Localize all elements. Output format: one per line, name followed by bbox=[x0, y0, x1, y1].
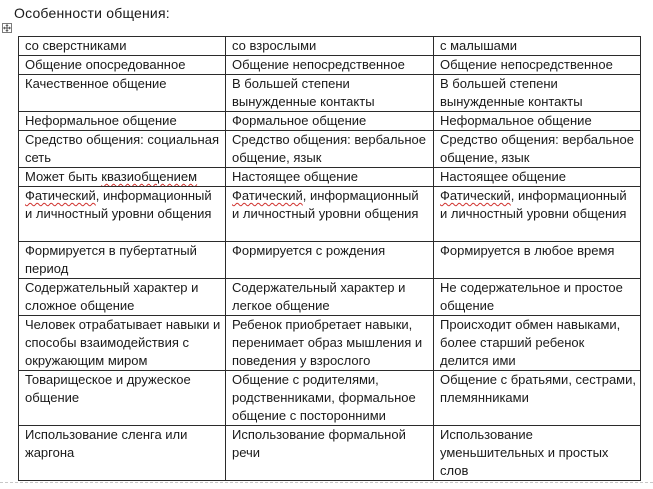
table-cell: Формируется в любое время bbox=[434, 242, 641, 279]
table-row bbox=[19, 131, 641, 168]
table-header-row bbox=[19, 37, 641, 56]
table-row bbox=[19, 279, 641, 316]
table-cell: Не содержательное и простое общение bbox=[434, 279, 641, 316]
table-cell: Человек отрабатывает навыки и способы взаимодействия с окружающим миром bbox=[19, 316, 226, 371]
table-cell: Настоящее общение bbox=[226, 168, 434, 187]
header-cell-adults: со взрослыми bbox=[226, 37, 434, 56]
table-cell: Неформальное общение bbox=[19, 112, 226, 131]
page-boundary-line bbox=[0, 482, 653, 483]
table-cell: Общение опосредованное bbox=[19, 56, 226, 75]
table-cell: Использование сленга или жаргона bbox=[19, 426, 226, 481]
table-cell: Средство общения: вербальное общение, язык bbox=[226, 131, 434, 168]
table-row bbox=[19, 75, 641, 112]
document-heading: Особенности общения: bbox=[14, 5, 170, 21]
table-row bbox=[19, 56, 641, 75]
table-cell: Средство общения: социальная сеть bbox=[19, 131, 226, 168]
table-row bbox=[19, 168, 641, 187]
table-cell: В большей степени вынужденные контакты bbox=[226, 75, 434, 112]
table-cell: Общение с братьями, сестрами, племянниками bbox=[434, 371, 641, 426]
table-row bbox=[19, 112, 641, 131]
table-row bbox=[19, 426, 641, 481]
table-row bbox=[19, 187, 641, 242]
table-cell: Товарищеское и дружеское общение bbox=[19, 371, 226, 426]
table-cell: Качественное общение bbox=[19, 75, 226, 112]
table-cell: В большей степени вынужденные контакты bbox=[434, 75, 641, 112]
header-cell-peers: со сверстниками bbox=[19, 37, 226, 56]
table-cell: Фатический, информационный и личностный уровни общения bbox=[19, 187, 226, 242]
table-cell: Происходит обмен навыками, более старший ребенок делится ими bbox=[434, 316, 641, 371]
table-cell: Формальное общение bbox=[226, 112, 434, 131]
table-cell: Общение непосредственное bbox=[434, 56, 641, 75]
table-cell: Неформальное общение bbox=[434, 112, 641, 131]
table-cell: Может быть квазиобщением bbox=[19, 168, 226, 187]
table-cell: Ребенок приобретает навыки, перенимает образ мышления и поведения у взрослого bbox=[226, 316, 434, 371]
table-cell: Фатический, информационный и личностный уровни общения bbox=[434, 187, 641, 242]
spellcheck-flagged-word: Фатический bbox=[440, 188, 511, 203]
table-cell: Средство общения: вербальное общение, язык bbox=[434, 131, 641, 168]
table-cell: Использование формальной речи bbox=[226, 426, 434, 481]
features-table bbox=[18, 36, 641, 481]
table-cell: Формируется в пубертатный период bbox=[19, 242, 226, 279]
table-cell: Использование уменьшительных и простых слов bbox=[434, 426, 641, 481]
spellcheck-flagged-word: квазиобщением bbox=[101, 169, 198, 184]
table-row bbox=[19, 371, 641, 426]
table-cell: Фатический, информационный и личностный уровни общения bbox=[226, 187, 434, 242]
table-cell: Содержательный характер и сложное общение bbox=[19, 279, 226, 316]
table-move-handle-icon[interactable] bbox=[2, 23, 12, 33]
table-row bbox=[19, 316, 641, 371]
table-cell: Формируется с рождения bbox=[226, 242, 434, 279]
table-cell: Общение непосредственное bbox=[226, 56, 434, 75]
table-cell: Общение с родителями, родственниками, формальное общение с посторонними bbox=[226, 371, 434, 426]
header-cell-kids: с малышами bbox=[434, 37, 641, 56]
spellcheck-flagged-word: Фатический bbox=[25, 188, 96, 203]
table-cell: Настоящее общение bbox=[434, 168, 641, 187]
table-row bbox=[19, 242, 641, 279]
spellcheck-flagged-word: Фатический bbox=[232, 188, 303, 203]
table-cell: Содержательный характер и легкое общение bbox=[226, 279, 434, 316]
